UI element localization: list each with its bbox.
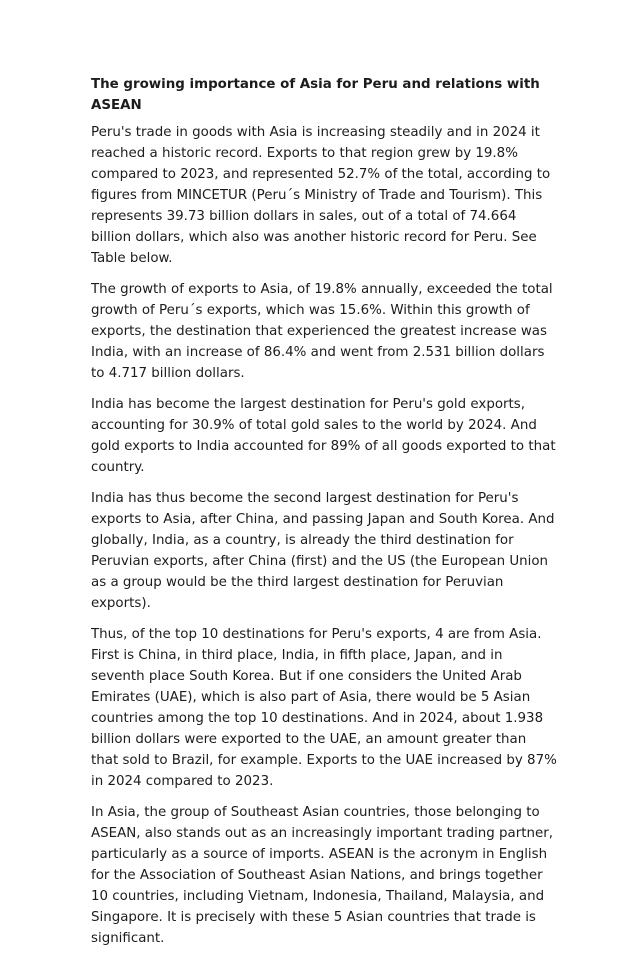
paragraph-top-destinations: Thus, of the top 10 destinations for Peru's exports, 4 are from Asia. First is China, in third place, India, in fifth place, Japan, and in seventh place South Korea. But if one considers the United Arab Emirates (UAE), which is also part of Asia, there would be 5 Asian countries among the top 10 destinations. And in 2024, about 1.938 billion dollars were exported to the UAE, an amount greater than that sold to Brazil, for example. Exports to the UAE increased by 87% in 2024 compared to 2023. — [91, 627, 557, 789]
paragraph-asean: In Asia, the group of Southeast Asian countries, those belonging to ASEAN, also stands out as an increasingly important trading partner, particularly as a source of imports. ASEAN is the acronym in English for the Association of Southeast Asian Nations, and brings together 10 countries, including Vietnam, Indonesia, Thailand, Malaysia, and Singapore. It is precisely with these 5 Asian countries that trade is significant. — [91, 805, 553, 946]
document-page — [91, 74, 557, 959]
document-title: The growing importance of Asia for Peru and relations with ASEAN — [91, 77, 540, 113]
paragraph-india-ranking: India has thus become the second largest destination for Peru's exports to Asia, after China, and passing Japan and South Korea. And globally, India, as a country, is already the third destination for Peruvian exports, after China (first) and the US (the European Union as a group would be the third largest destination for Peruvian exports). — [91, 491, 555, 611]
paragraph-india-gold: India has become the largest destination for Peru's gold exports, accounting for 30.9% of total gold sales to the world by 2024. And gold exports to India accounted for 89% of all goods exported to that country. — [91, 397, 556, 475]
paragraph-trade-record: Peru's trade in goods with Asia is increasing steadily and in 2024 it reached a historic record. Exports to that region grew by 19.8% compared to 2023, and represented 52.7% of the total, according to figures from MINCETUR (Peru´s Ministry of Trade and Tourism). This represents 39.73 billion dollars in sales, out of a total of 74.664 billion dollars, which also was another historic record for Peru. See Table below. — [91, 125, 551, 266]
paragraph-export-growth: The growth of exports to Asia, of 19.8% annually, exceeded the total growth of Peru´s exports, which was 15.6%. Within this growth of exports, the destination that experienced the greatest increase was India, with an increase of 86.4% and went from 2.531 billion dollars to 4.717 billion dollars. — [91, 282, 553, 381]
